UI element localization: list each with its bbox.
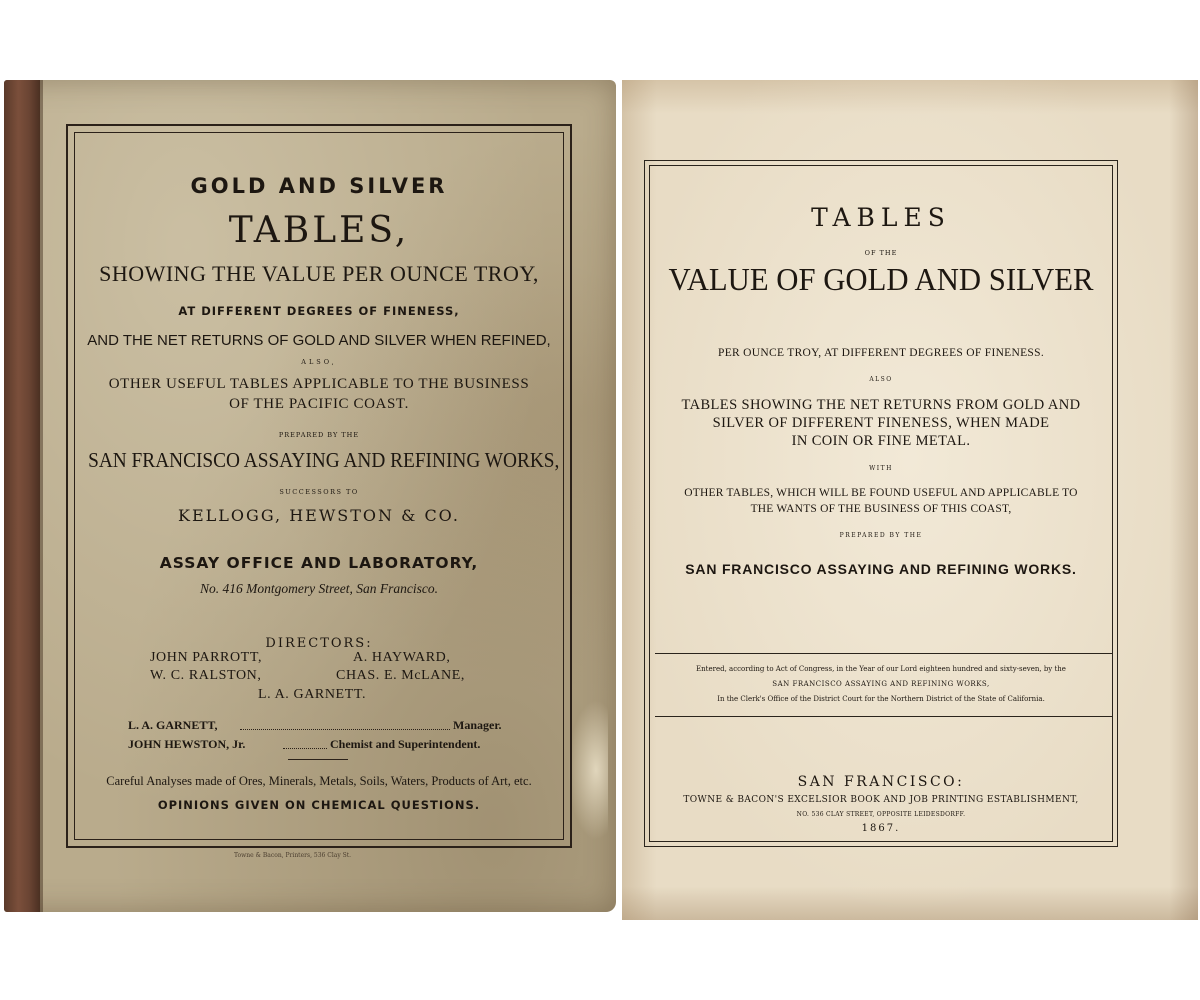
cover-line-successors: SUCCESSORS TO (279, 488, 359, 496)
title-line-also: ALSO (869, 376, 893, 383)
title-line-with: WITH (869, 465, 893, 472)
title-divider-top (655, 653, 1113, 654)
book-spine (4, 80, 40, 912)
title-line-net-2: SILVER OF DIFFERENT FINENESS, WHEN MADE (712, 415, 1050, 431)
title-page (622, 80, 1198, 920)
director-name: A. HAYWARD, (353, 650, 451, 665)
manager-name: L. A. GARNETT, (128, 718, 218, 732)
cover-line-also: ALSO, (301, 358, 337, 366)
cover-line-net-returns: AND THE NET RETURNS OF GOLD AND SILVER WHEN REFINED, (87, 332, 551, 349)
imprint-printer: TOWNE & BACON'S EXCELSIOR BOOK AND JOB PRINTING ESTABLISHMENT, (683, 795, 1079, 805)
cover-heading-gold-silver: GOLD AND SILVER (190, 174, 448, 198)
copyright-line-2: SAN FRANCISCO ASSAYING AND REFINING WORKS, (772, 680, 990, 688)
cover-border (66, 124, 572, 848)
copyright-line-1: Entered, according to Act of Congress, in the Year of our Lord eighteen hundred and sixty-seven, by the (696, 665, 1066, 673)
title-line-of-the: OF THE (864, 249, 898, 257)
cover-line-fineness: AT DIFFERENT DEGREES OF FINENESS, (178, 304, 460, 318)
title-page-border (644, 160, 1118, 847)
cover-heading-tables: TABLES, (228, 210, 410, 251)
cover-line-opinions: OPINIONS GIVEN ON CHEMICAL QUESTIONS. (157, 798, 481, 812)
title-heading-tables: TABLES (811, 203, 951, 232)
title-line-prepared: PREPARED BY THE (839, 532, 923, 539)
cover-line-other-2: OF THE PACIFIC COAST. (229, 396, 409, 412)
title-line-net-1: TABLES SHOWING THE NET RETURNS FROM GOLD AND (681, 397, 1081, 413)
cover-line-kellogg: KELLOGG, HEWSTON & CO. (178, 506, 460, 525)
cover-divider (288, 759, 348, 760)
title-company-name: SAN FRANCISCO ASSAYING AND REFINING WORKS. (685, 561, 1077, 577)
cover-company-name: SAN FRANCISCO ASSAYING AND REFINING WORKS, (88, 448, 560, 472)
director-name: W. C. RALSTON, (150, 668, 262, 683)
copyright-line-3: In the Clerk's Office of the District Court for the Northern District of the State of California. (717, 695, 1045, 703)
manager-title: Manager. (453, 718, 502, 732)
chemist-title: Chemist and Superintendent. (330, 737, 481, 751)
cover-address: No. 416 Montgomery Street, San Francisco. (200, 581, 438, 596)
title-line-other-1: OTHER TABLES, WHICH WILL BE FOUND USEFUL AND APPLICABLE TO (684, 487, 1078, 499)
title-line-net-3: IN COIN OR FINE METAL. (791, 433, 971, 449)
leader-dots (283, 748, 327, 749)
title-divider-bottom (655, 716, 1113, 717)
imprint-year: 1867. (861, 823, 901, 834)
chemist-name: JOHN HEWSTON, Jr. (128, 737, 246, 751)
title-line-per-ounce: PER OUNCE TROY, AT DIFFERENT DEGREES OF FINENESS. (718, 347, 1044, 359)
title-heading-value: VALUE OF GOLD AND SILVER (668, 261, 1094, 297)
imprint-city: SAN FRANCISCO: (797, 774, 965, 790)
book-cover (4, 80, 616, 912)
cover-line-other-1: OTHER USEFUL TABLES APPLICABLE TO THE BUSINESS (108, 376, 530, 392)
leader-dots (240, 729, 450, 730)
cover-assay-office: ASSAY OFFICE AND LABORATORY, (159, 554, 479, 572)
cover-printer-imprint: Towne & Bacon, Printers, 536 Clay St. (234, 852, 352, 859)
imprint-address: NO. 536 CLAY STREET, OPPOSITE LEIDESDORFF. (796, 811, 966, 818)
cover-line-showing: SHOWING THE VALUE PER OUNCE TROY, (99, 261, 539, 286)
director-name: L. A. GARNETT. (258, 687, 367, 702)
title-line-other-2: THE WANTS OF THE BUSINESS OF THIS COAST, (750, 503, 1012, 515)
cover-line-analyses: Careful Analyses made of Ores, Minerals, Metals, Soils, Waters, Products of Art, etc. (106, 774, 532, 788)
cover-line-prepared: PREPARED BY THE (278, 431, 360, 439)
cover-wear (568, 700, 608, 840)
director-name: JOHN PARROTT, (150, 650, 263, 665)
director-name: CHAS. E. McLANE, (336, 668, 465, 683)
cover-directors-heading: DIRECTORS: (265, 636, 373, 651)
